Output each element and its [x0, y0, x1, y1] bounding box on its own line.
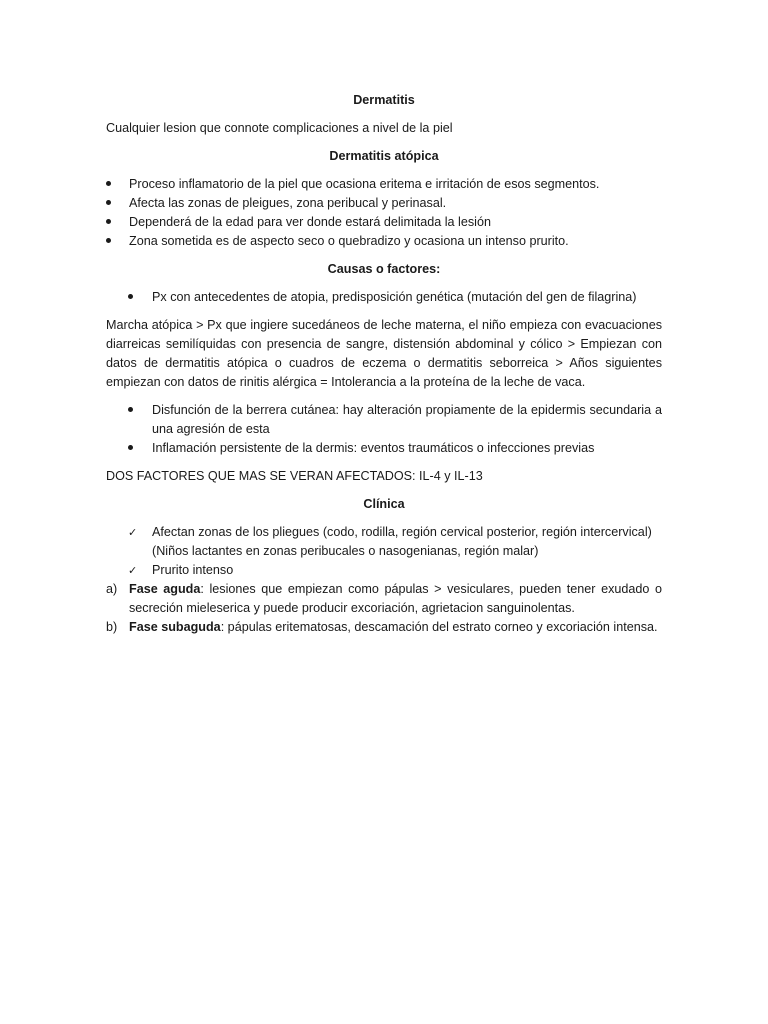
atopica-bullet-list [106, 175, 662, 251]
list-marker: b) [106, 620, 118, 634]
list-item: ✓ Prurito intenso [106, 561, 662, 580]
causas-secondary-bullet-list [106, 401, 662, 458]
phase-term: Fase subaguda [129, 620, 221, 634]
list-item: ✓ Afectan zonas de los pliegues (codo, rodilla, región cervical posterior, región intercervical) (Niños lactantes en zonas peribucales o nasogenianas, región malar) [128, 525, 652, 558]
bullet-icon [128, 288, 133, 307]
marcha-atopica-paragraph: Marcha atópica > Px que ingiere sucedáneos de leche materna, el niño empieza con evacuaciones diarreicas semilíquidas con presencia de sangre, distensión abdominal y cólico > Empiezan con datos de dermatitis atópica o cuadros de eczema o dermatitis seborreica > Años siguientes empiezan con datos de rinitis alérgica = Intolerancia a la proteína de la leche de vaca. [106, 318, 662, 389]
clinica-check-list [106, 523, 662, 580]
bullet-icon [106, 232, 111, 251]
section-heading-atopica: Dermatitis atópica [329, 149, 439, 163]
list-item: Dependerá de la edad para ver donde estará delimitada la lesión [106, 213, 662, 232]
list-item: Zona sometida es de aspecto seco o quebradizo y ocasiona un intenso prurito. [106, 232, 662, 251]
document-title: Dermatitis [353, 93, 415, 107]
phases-list [106, 580, 662, 637]
checkmark-icon: ✓ [128, 526, 138, 539]
list-item: Proceso inflamatorio de la piel que ocasiona eritema e irritación de esos segmentos. [106, 175, 662, 194]
bullet-icon [106, 175, 111, 194]
document-page [106, 91, 662, 637]
list-item [106, 618, 662, 637]
factores-paragraph: DOS FACTORES QUE MAS SE VERAN AFECTADOS: IL-4 y IL-13 [106, 469, 483, 483]
bullet-icon [106, 213, 111, 232]
list-item: Afecta las zonas de pleigues, zona peribucal y perinasal. [106, 194, 662, 213]
phase-term: Fase aguda [129, 582, 201, 596]
bullet-icon [128, 439, 133, 458]
checkmark-icon: ✓ [128, 564, 138, 577]
bullet-icon [106, 194, 111, 213]
section-heading-causas: Causas o factores: [327, 262, 441, 276]
intro-paragraph: Cualquier lesion que connote complicaciones a nivel de la piel [106, 121, 453, 135]
list-item [106, 580, 662, 618]
phase-description: : pápulas eritematosas, descamación del estrato corneo y excoriación intensa. [220, 620, 658, 634]
bullet-icon [128, 401, 133, 420]
list-marker: a) [106, 582, 118, 596]
causas-bullet-list [106, 288, 662, 307]
list-item: Disfunción de la berrera cutánea: hay alteración propiamente de la epidermis secundaria a una agresión de esta [106, 401, 662, 439]
phase-description: : lesiones que empiezan como pápulas > vesiculares, pueden tener exudado o secreción mieleserica y puede producir excoriación, agrietacion sanguinolentas. [129, 582, 663, 615]
list-item: Inflamación persistente de la dermis: eventos traumáticos o infecciones previas [106, 439, 662, 458]
list-item: Px con antecedentes de atopia, predisposición genética (mutación del gen de filagrina) [106, 288, 662, 307]
section-heading-clinica: Clínica [363, 497, 405, 511]
